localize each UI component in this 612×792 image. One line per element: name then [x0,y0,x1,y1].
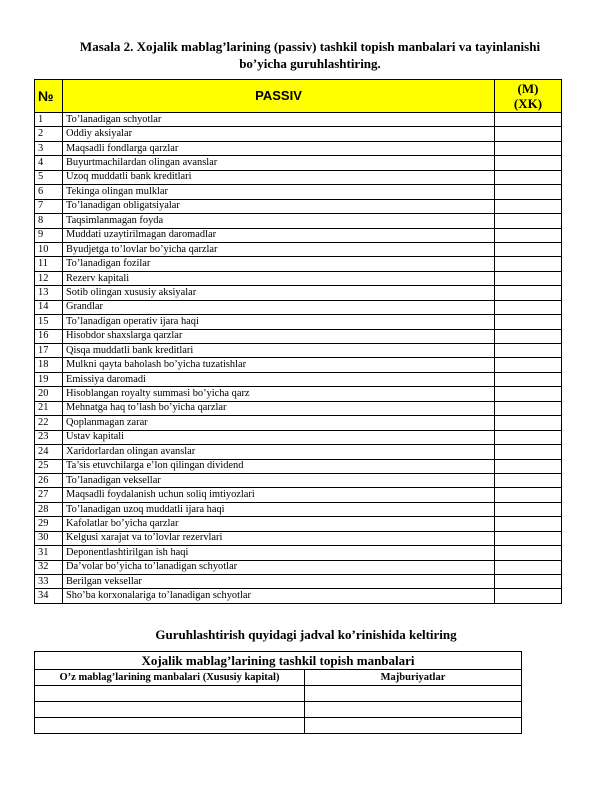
row-code-cell[interactable] [495,199,562,213]
row-item-name: Maqsadli fondlarga qarzlar [63,141,495,155]
table-row [35,416,562,430]
row-code-cell[interactable] [495,531,562,545]
row-number: 27 [35,488,63,502]
table-row [35,344,562,358]
row-item-name: Ustav kapitali [63,430,495,444]
table-row [35,473,562,487]
row-number: 5 [35,170,63,184]
row-code-cell[interactable] [495,459,562,473]
row-number: 28 [35,502,63,516]
task-title-line1: Masala 2. Xojalik mablag’larining (passiv) tashkil topish manbalari va tayinlanishi [79,39,541,54]
row-number: 34 [35,589,63,603]
row-item-name: To’lanadigan operativ ijara haqi [63,315,495,329]
table-row [35,315,562,329]
table-row [35,488,562,502]
row-number: 9 [35,228,63,242]
grouping-instruction: Guruhlashtirish quyidagi jadval ko’rinishida keltiring [155,627,457,642]
row-item-name: Oddiy aksiyalar [63,127,495,141]
row-code-cell[interactable] [495,185,562,199]
table-row [35,358,562,372]
row-number: 31 [35,546,63,560]
passiv-table-header [35,80,562,113]
row-item-name: To’lanadigan veksellar [63,473,495,487]
row-code-cell[interactable] [495,214,562,228]
row-code-cell[interactable] [495,228,562,242]
row-code-cell[interactable] [495,416,562,430]
column-header-code-line1: (M) [517,81,539,96]
row-code-cell[interactable] [495,141,562,155]
table-row [35,214,562,228]
row-item-name: To’lanadigan obligatsiyalar [63,199,495,213]
row-number: 33 [35,575,63,589]
row-code-cell[interactable] [495,488,562,502]
row-code-cell[interactable] [495,315,562,329]
grouping-table-row [35,686,522,702]
row-item-name: Da’volar bo’yicha to’lanadigan schyotlar [63,560,495,574]
grouping-table-row [35,702,522,718]
row-code-cell[interactable] [495,300,562,314]
row-number: 29 [35,517,63,531]
passiv-table [34,79,562,604]
table-row [35,589,562,603]
grouping-table-column-row [35,670,522,686]
row-number: 6 [35,185,63,199]
row-item-name: To’lanadigan uzoq muddatli ijara haqi [63,502,495,516]
row-code-cell[interactable] [495,113,562,127]
row-item-name: Taqsimlanmagan foyda [63,214,495,228]
row-item-name: Qoplanmagan zarar [63,416,495,430]
table-row [35,502,562,516]
row-number: 8 [35,214,63,228]
task-title [40,38,580,72]
row-item-name: Hisoblangan royalty summasi bo’yicha qarz [63,387,495,401]
row-code-cell[interactable] [495,242,562,256]
row-number: 23 [35,430,63,444]
row-code-cell[interactable] [495,546,562,560]
row-item-name: Rezerv kapitali [63,271,495,285]
row-code-cell[interactable] [495,344,562,358]
row-code-cell[interactable] [495,445,562,459]
own-funds-cell[interactable] [35,702,305,718]
table-row [35,185,562,199]
row-number: 13 [35,286,63,300]
row-number: 18 [35,358,63,372]
table-row [35,257,562,271]
table-row [35,271,562,285]
grouping-table-heading: Xojalik mablag’larining tashkil topish manbalari [35,652,522,670]
row-code-cell[interactable] [495,286,562,300]
row-item-name: To’lanadigan schyotlar [63,113,495,127]
table-row [35,546,562,560]
row-number: 20 [35,387,63,401]
row-number: 21 [35,401,63,415]
column-header-number: № [35,80,63,113]
grouping-table [34,651,522,734]
row-number: 32 [35,560,63,574]
column-header-code-line2: (XK) [513,96,543,111]
row-item-name: Kafolatlar bo’yicha qarzlar [63,517,495,531]
table-row [35,199,562,213]
table-row [35,127,562,141]
row-number: 19 [35,372,63,386]
row-code-cell[interactable] [495,329,562,343]
grouping-table-heading-row [35,652,522,670]
table-row [35,113,562,127]
row-number: 15 [35,315,63,329]
row-item-name: Tekinga olingan mulklar [63,185,495,199]
column-header-code [495,80,562,113]
row-number: 7 [35,199,63,213]
table-row [35,300,562,314]
row-item-name: Berilgan veksellar [63,575,495,589]
column-header-own-funds: O’z mablag’larining manbalari (Xususiy kapital) [35,670,305,686]
row-item-name: Emissiya daromadi [63,372,495,386]
table-row [35,156,562,170]
row-code-cell[interactable] [495,401,562,415]
table-row [35,575,562,589]
column-header-liabilities: Majburiyatlar [305,670,522,686]
row-code-cell[interactable] [495,170,562,184]
table-row [35,531,562,545]
row-number: 26 [35,473,63,487]
row-item-name: Grandlar [63,300,495,314]
row-number: 1 [35,113,63,127]
row-item-name: Qisqa muddatli bank kreditlari [63,344,495,358]
row-code-cell[interactable] [495,358,562,372]
row-number: 2 [35,127,63,141]
row-number: 25 [35,459,63,473]
row-number: 10 [35,242,63,256]
table-row [35,459,562,473]
table-row [35,445,562,459]
row-item-name: Deponentlashtirilgan ish haqi [63,546,495,560]
row-item-name: Muddati uzaytirilmagan daromadlar [63,228,495,242]
table-row [35,329,562,343]
row-number: 14 [35,300,63,314]
table-row [35,401,562,415]
table-row [35,170,562,184]
table-row [35,387,562,401]
row-code-cell[interactable] [495,517,562,531]
table-row [35,430,562,444]
row-code-cell[interactable] [495,589,562,603]
task-title-line2: bo’yicha guruhlashtiring. [239,56,381,71]
row-item-name: Uzoq muddatli bank kreditlari [63,170,495,184]
row-number: 16 [35,329,63,343]
row-item-name: Ta’sis etuvchilarga e’lon qilingan dividend [63,459,495,473]
grouping-table-row [35,718,522,734]
row-code-cell[interactable] [495,271,562,285]
liabilities-cell[interactable] [305,718,522,734]
row-code-cell[interactable] [495,560,562,574]
row-item-name: Buyurtmachilardan olingan avanslar [63,156,495,170]
row-code-cell[interactable] [495,156,562,170]
liabilities-cell[interactable] [305,686,522,702]
row-code-cell[interactable] [495,387,562,401]
row-number: 22 [35,416,63,430]
own-funds-cell[interactable] [35,686,305,702]
table-row [35,141,562,155]
table-row [35,242,562,256]
own-funds-cell[interactable] [35,718,305,734]
row-number: 11 [35,257,63,271]
row-item-name: Hisobdor shaxslarga qarzlar [63,329,495,343]
table-row [35,372,562,386]
row-code-cell[interactable] [495,473,562,487]
row-item-name: Maqsadli foydalanish uchun soliq imtiyozlari [63,488,495,502]
table-row [35,517,562,531]
column-header-passiv: PASSIV [63,80,495,113]
row-code-cell[interactable] [495,257,562,271]
row-item-name: Xaridorlardan olingan avanslar [63,445,495,459]
row-item-name: Mulkni qayta baholash bo’yicha tuzatishlar [63,358,495,372]
liabilities-cell[interactable] [305,702,522,718]
row-number: 12 [35,271,63,285]
row-item-name: Mehnatga haq to’lash bo’yicha qarzlar [63,401,495,415]
row-number: 3 [35,141,63,155]
row-code-cell[interactable] [495,575,562,589]
row-code-cell[interactable] [495,372,562,386]
row-item-name: Sotib olingan xususiy aksiyalar [63,286,495,300]
row-item-name: Byudjetga to’lovlar bo’yicha qarzlar [63,242,495,256]
row-number: 4 [35,156,63,170]
row-item-name: Sho’ba korxonalariga to’lanadigan schyotlar [63,589,495,603]
row-code-cell[interactable] [495,502,562,516]
row-item-name: To’lanadigan fozilar [63,257,495,271]
row-code-cell[interactable] [495,127,562,141]
row-item-name: Kelgusi xarajat va to’lovlar rezervlari [63,531,495,545]
row-number: 24 [35,445,63,459]
row-number: 17 [35,344,63,358]
table-row [35,228,562,242]
row-code-cell[interactable] [495,430,562,444]
table-row [35,286,562,300]
table-row [35,560,562,574]
row-number: 30 [35,531,63,545]
